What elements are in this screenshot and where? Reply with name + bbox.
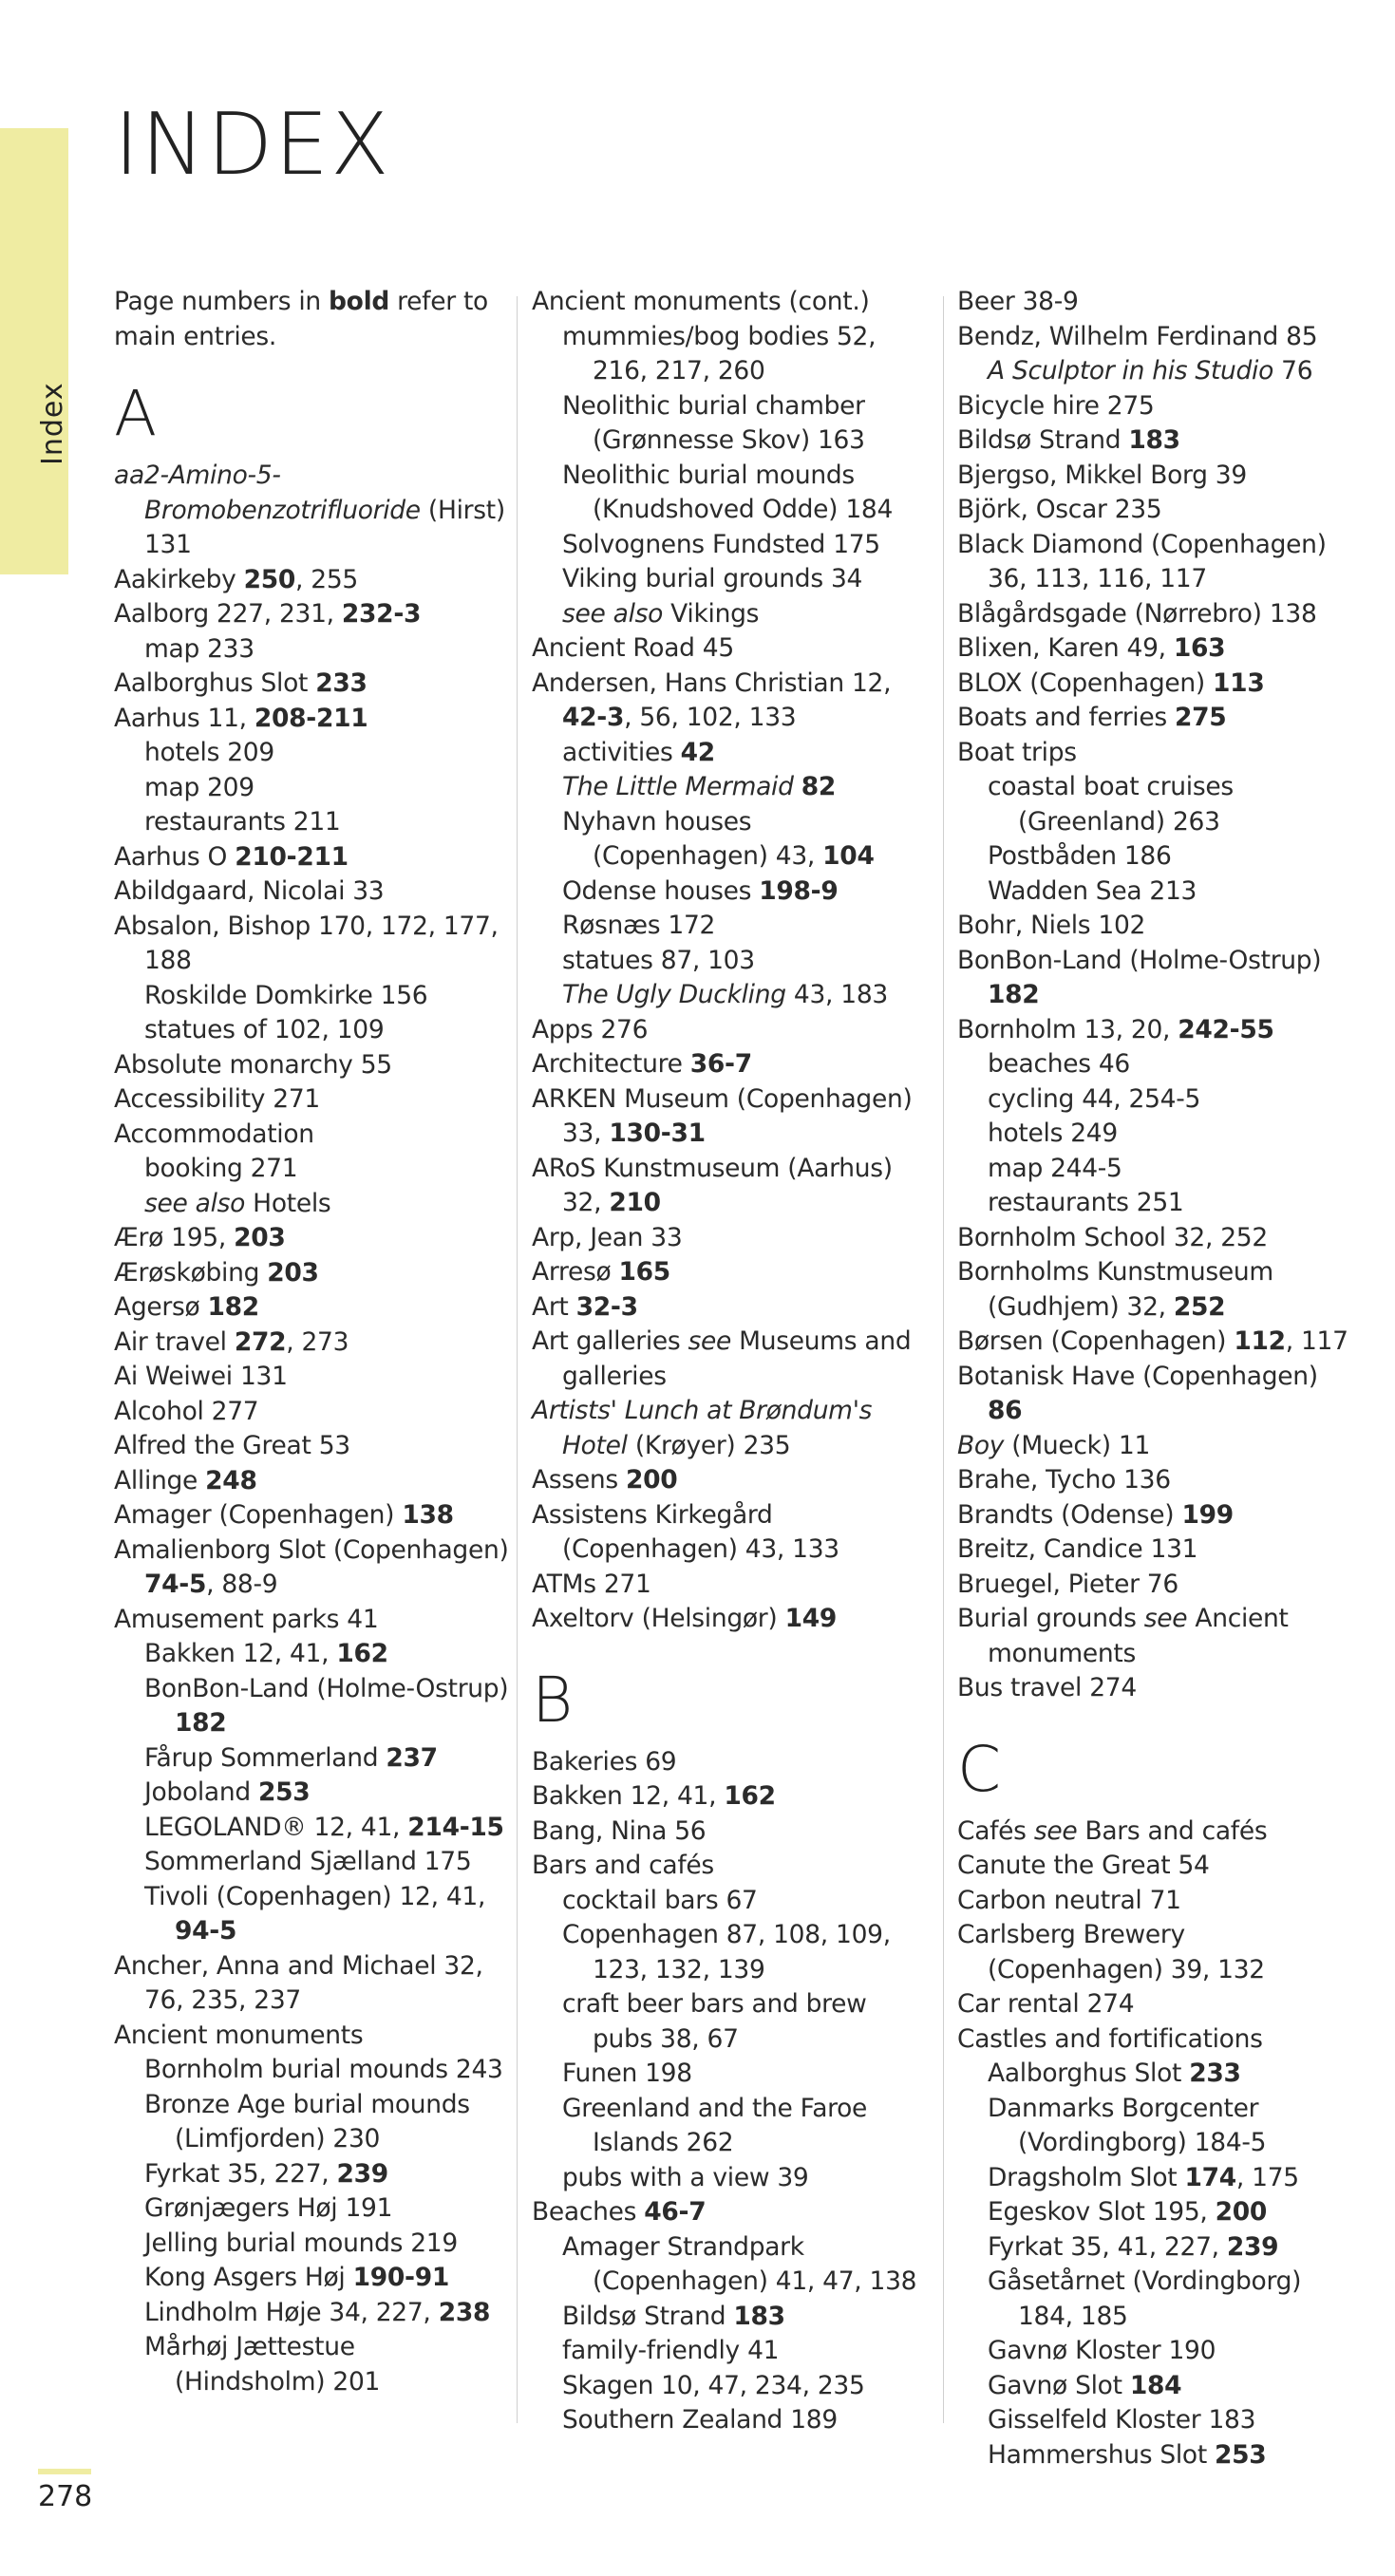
index-entry: Air travel 272, 273 [114, 1326, 349, 1357]
index-entry: Cafés see Bars and cafés [957, 1815, 1268, 1846]
index-entry: Ancient monuments (cont.) [532, 287, 870, 316]
index-entry: Abildgaard, Nicolai 33 [114, 876, 385, 906]
index-entry: Artists' Lunch at Brøndum's Hotel (Krøyer) 235 [532, 1396, 873, 1460]
index-entry: Car rental 274 [957, 1989, 1135, 2019]
index-entry: ARoS Kunstmuseum (Aarhus) 32, 210 [532, 1153, 893, 1217]
index-entry: Canute the Great 54 [957, 1851, 1210, 1880]
index-entry: Arresø 165 [532, 1257, 670, 1287]
index-entry: Bakeries 69 [532, 1746, 677, 1777]
index-subentry: Bildsø Strand 183 [562, 2301, 785, 2331]
index-entry: Agersø 182 [114, 1292, 259, 1322]
index-subentry: Nyhavn houses (Copenhagen) 43, 104 [562, 806, 875, 871]
index-entry: Blixen, Karen 49, 163 [957, 633, 1226, 663]
index-subentry: booking 271 [144, 1154, 298, 1183]
index-subentry: Neolithic burial chamber (Grønnesse Skov) 163 [562, 390, 865, 455]
index-entry: Amalienborg Slot (Copenhagen) 74-5, 88-9 [114, 1534, 509, 1599]
index-entry: Assens 200 [532, 1465, 678, 1495]
index-entry: ATMs 271 [532, 1569, 651, 1599]
index-subentry: Odense houses 198-9 [562, 875, 839, 906]
index-subentry: Greenland and the Faroe Islands 262 [562, 2093, 868, 2157]
index-entry: Bang, Nina 56 [532, 1815, 707, 1846]
section-tab [0, 128, 68, 574]
index-subentry: Joboland 253 [144, 1777, 311, 1807]
index-entry: Botanisk Have (Copenhagen) 86 [957, 1361, 1318, 1425]
index-entry: Bohr, Niels 102 [957, 911, 1146, 940]
index-entry: Bus travel 274 [957, 1673, 1137, 1702]
index-entry: Ancher, Anna and Michael 32, 76, 235, 237 [114, 1950, 483, 2015]
index-entry: Brahe, Tycho 136 [957, 1465, 1171, 1495]
index-subentry: restaurants 211 [144, 807, 341, 837]
index-subentry: Amager Strandpark (Copenhagen) 41, 47, 138 [562, 2231, 917, 2296]
index-subentry: Hammershus Slot 253 [988, 2439, 1267, 2470]
index-subentry: Tivoli (Copenhagen) 12, 41, 94-5 [144, 1881, 486, 1946]
index-subentry: Postbåden 186 [988, 841, 1172, 871]
index-column-3 [957, 285, 1356, 2473]
section-letter: C [957, 1732, 1001, 1806]
index-subentry: map 244-5 [988, 1153, 1122, 1183]
index-entry: Carbon neutral 71 [957, 1885, 1181, 1915]
index-subentry: Copenhagen 87, 108, 109, 123, 132, 139 [562, 1920, 891, 1984]
index-subentry: Solvognens Fundsted 175 [562, 529, 880, 559]
index-subentry: Gavnø Slot 184 [988, 2370, 1182, 2400]
index-subentry: Bakken 12, 41, 162 [144, 1639, 388, 1668]
index-entry: Art 32-3 [532, 1291, 638, 1322]
index-subentry: Bornholm burial mounds 243 [144, 2055, 503, 2084]
index-entry: Bakken 12, 41, 162 [532, 1781, 776, 1811]
index-entry: Ai Weiwei 131 [114, 1362, 288, 1391]
index-entry: Breitz, Candice 131 [957, 1534, 1198, 1564]
index-subentry: Fyrkat 35, 227, 239 [144, 2158, 388, 2189]
index-entry: Aalborg 227, 231, 232-3 [114, 599, 422, 629]
index-entry: Bildsø Strand 183 [957, 425, 1180, 455]
index-entry: Bars and cafés [532, 1851, 714, 1880]
index-entry: Andersen, Hans Christian 12, 42-3, 56, 102, 133 [532, 668, 892, 732]
index-entry: Beaches 46-7 [532, 2197, 707, 2227]
index-subentry: Viking burial grounds 34 [562, 564, 863, 593]
page-title: INDEX [114, 95, 391, 195]
index-entry: Børsen (Copenhagen) 112, 117 [957, 1326, 1348, 1356]
index-subentry: Roskilde Domkirke 156 [144, 980, 428, 1010]
column-divider [943, 296, 944, 2423]
page-number-accent [38, 2469, 91, 2474]
index-subentry: Fyrkat 35, 41, 227, 239 [988, 2231, 1279, 2262]
index-subentry: cocktail bars 67 [562, 1885, 758, 1915]
index-subentry: pubs with a view 39 [562, 2162, 809, 2192]
index-subentry: restaurants 251 [988, 1188, 1184, 1217]
index-subentry: Skagen 10, 47, 234, 235 [562, 2370, 865, 2400]
index-entry: Arp, Jean 33 [532, 1222, 683, 1252]
index-entry: Aalborghus Slot 233 [114, 668, 368, 698]
index-subentry: beaches 46 [988, 1049, 1130, 1079]
index-column-1 [114, 285, 513, 2399]
index-entry: Assistens Kirkegård (Copenhagen) 43, 133 [532, 1499, 839, 1564]
index-subentry: coastal boat cruises (Greenland) 263 [988, 772, 1234, 837]
index-subentry: map 209 [144, 772, 254, 802]
index-subentry: hotels 249 [988, 1119, 1118, 1148]
index-subentry: Dragsholm Slot 174, 175 [988, 2162, 1299, 2192]
index-entry: Boy (Mueck) 11 [957, 1430, 1151, 1460]
index-entry: Art galleries see Museums and galleries [532, 1326, 912, 1391]
index-subentry: Egeskov Slot 195, 200 [988, 2197, 1268, 2227]
index-entry: Black Diamond (Copenhagen) 36, 113, 116, 117 [957, 529, 1327, 593]
index-subentry: A Sculptor in his Studio 76 [988, 356, 1313, 385]
section-letter: A [114, 377, 157, 450]
index-subentry: activities 42 [562, 737, 715, 767]
index-subentry: Gisselfeld Kloster 183 [988, 2405, 1256, 2435]
index-subentry: The Little Mermaid 82 [562, 772, 837, 801]
index-subentry: Kong Asgers Høj 190-91 [144, 2263, 450, 2292]
index-subentry: Funen 198 [562, 2059, 692, 2088]
index-entry: Amager (Copenhagen) 138 [114, 1500, 454, 1530]
index-entry: Ærø 195, 203 [114, 1223, 286, 1252]
index-subentry: see also Vikings [562, 598, 760, 629]
index-entry: Bornholm School 32, 252 [957, 1222, 1268, 1252]
index-entry: Bornholms Kunstmuseum (Gudhjem) 32, 252 [957, 1257, 1273, 1322]
index-entry: Alfred the Great 53 [114, 1431, 350, 1460]
index-subentry: BonBon-Land (Holme-Ostrup) 182 [144, 1673, 509, 1738]
index-entry: Amusement parks 41 [114, 1604, 379, 1634]
index-entry: Björk, Oscar 235 [957, 495, 1162, 524]
index-note: Page numbers in bold refer to main entries. [114, 287, 488, 351]
page-number: 278 [38, 2480, 93, 2513]
index-subentry: Fårup Sommerland 237 [144, 1742, 438, 1773]
index-entry: Bendz, Wilhelm Ferdinand 85 [957, 321, 1318, 351]
index-subentry: hotels 209 [144, 738, 274, 767]
index-entry: Boat trips [957, 737, 1077, 767]
index-subentry: Lindholm Høje 34, 227, 238 [144, 2297, 491, 2327]
index-entry: Bjergso, Mikkel Borg 39 [957, 460, 1247, 490]
index-entry: aa2-Amino-5-Bromobenzotrifluoride (Hirst) 131 [114, 461, 505, 559]
index-entry: Bruegel, Pieter 76 [957, 1569, 1178, 1599]
index-entry: Aarhus O 210-211 [114, 841, 349, 872]
index-entry: Alcohol 277 [114, 1396, 259, 1426]
index-entry: Burial grounds see Ancient monuments [957, 1604, 1289, 1668]
index-entry: Ærøskøbing 203 [114, 1257, 319, 1288]
index-entry: Allinge 248 [114, 1465, 257, 1495]
index-subentry: map 233 [144, 633, 254, 664]
index-entry: Absolute monarchy 55 [114, 1049, 392, 1080]
index-subentry: Mårhøj Jættestue (Hindsholm) 201 [144, 2332, 381, 2397]
index-subentry: Danmarks Borgcenter (Vordingborg) 184-5 [988, 2093, 1267, 2157]
index-subentry: Sommerland Sjælland 175 [144, 1847, 472, 1876]
section-label: Index [36, 382, 69, 465]
index-subentry: Jelling burial mounds 219 [144, 2228, 458, 2258]
index-entry: Architecture 36-7 [532, 1049, 752, 1079]
index-subentry: family-friendly 41 [562, 2336, 780, 2365]
index-entry: Absalon, Bishop 170, 172, 177, 188 [114, 911, 499, 975]
index-entry: Accommodation [114, 1119, 314, 1149]
index-entry: Bornholm 13, 20, 242-55 [957, 1014, 1274, 1044]
index-subentry: Southern Zealand 189 [562, 2405, 838, 2435]
index-entry: Ancient Road 45 [532, 633, 734, 663]
index-entry: Axeltorv (Helsingør) 149 [532, 1604, 837, 1633]
index-entry: Boats and ferries 275 [957, 703, 1227, 732]
index-subentry: cycling 44, 254-5 [988, 1083, 1201, 1114]
index-subentry: Gavnø Kloster 190 [988, 2336, 1216, 2365]
index-subentry: Røsnæs 172 [562, 911, 716, 940]
index-subentry: Neolithic burial mounds (Knudshoved Odde) 184 [562, 460, 894, 524]
column-divider [517, 296, 518, 2423]
index-entry: Aarhus 11, 208-211 [114, 703, 368, 733]
index-subentry: Aalborghus Slot 233 [988, 2059, 1241, 2088]
index-subentry: The Ugly Duckling 43, 183 [562, 980, 888, 1009]
index-subentry: craft beer bars and brew pubs 38, 67 [562, 1989, 867, 2054]
index-entry: Blågårdsgade (Nørrebro) 138 [957, 598, 1317, 629]
index-subentry: mummies/bog bodies 52, 216, 217, 260 [562, 321, 877, 385]
index-entry: BLOX (Copenhagen) 113 [957, 668, 1265, 698]
section-letter: B [532, 1663, 573, 1737]
index-subentry: statues 87, 103 [562, 945, 755, 975]
index-subentry: Bronze Age burial mounds (Limfjorden) 230 [144, 2089, 470, 2153]
index-subentry: Grønjægers Høj 191 [144, 2193, 393, 2223]
index-entry: Bicycle hire 275 [957, 390, 1155, 421]
index-entry: Carlsberg Brewery (Copenhagen) 39, 132 [957, 1920, 1265, 1984]
index-entry: Accessibility 271 [114, 1084, 320, 1114]
index-entry: Aakirkeby 250, 255 [114, 564, 358, 594]
index-subentry: see also Hotels [144, 1188, 331, 1218]
index-column-2 [532, 285, 931, 2438]
index-entry: BonBon-Land (Holme-Ostrup) 182 [957, 945, 1322, 1009]
index-entry: Brandts (Odense) 199 [957, 1499, 1234, 1530]
index-entry: Apps 276 [532, 1014, 649, 1044]
index-subentry: Gåsetårnet (Vordingborg) 184, 185 [988, 2266, 1302, 2331]
index-subentry: LEGOLAND® 12, 41, 214-15 [144, 1812, 504, 1842]
index-entry: ARKEN Museum (Copenhagen) 33, 130-31 [532, 1083, 913, 1148]
index-entry: Castles and fortifications [957, 2023, 1263, 2054]
index-entry: Ancient monuments [114, 2020, 364, 2050]
index-entry: Beer 38-9 [957, 287, 1079, 316]
index-subentry: Wadden Sea 213 [988, 875, 1197, 906]
index-subentry: statues of 102, 109 [144, 1015, 385, 1044]
